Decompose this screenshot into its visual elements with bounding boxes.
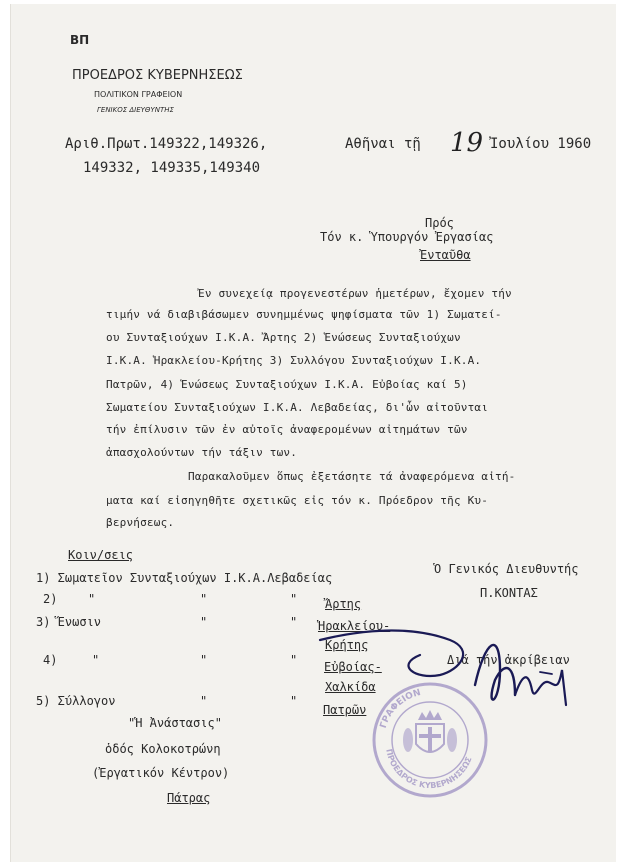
- recipient-name: Τόν κ. Ὑπουργόν Ἐργασίας: [320, 230, 494, 244]
- ditto-mark: ": [290, 615, 298, 629]
- handwritten-signature: [300, 610, 570, 720]
- seal-outer-text: ΠΡΟΕΔΡΟΣ ΚΥΒΕΡΝΗΣΕΩΣ: [384, 748, 474, 791]
- bureau-title: ΠΟΛΙΤΙΚΟΝ ΓΡΑΦΕΙΟΝ: [94, 90, 183, 99]
- body-line: βερνήσεως.: [106, 516, 175, 529]
- cc-row-2-number: 2): [43, 592, 58, 606]
- cc-row-3: 3) Ἕνωσιν: [36, 615, 102, 629]
- body-line: ματα καί εἰσηγηθῆτε σχετικῶς εἰς τόν κ. Πρόεδρον τῆς Κυ-: [106, 494, 489, 507]
- cc-row-5-place: Πατρῶν: [323, 703, 367, 717]
- ditto-mark: ": [290, 653, 298, 667]
- body-line: τήν ἐπίλυσιν τῶν ἐν αὐτοῖς ἀναφερομένων αἰτημάτων τῶν: [106, 423, 468, 436]
- cc-row-4-place-a: Εὐβοίας-: [324, 660, 382, 674]
- address-street: ὁδός Κολοκοτρώνη: [105, 742, 221, 756]
- body-line: ου Συνταξιούχων Ι.Κ.Α. Ἄρτης 2) Ἑνώσεως Συνταξιούχων: [106, 331, 461, 344]
- cc-row-4-number: 4): [43, 653, 58, 667]
- cc-heading: Κοιν/σεις: [68, 548, 134, 562]
- cc-row-3-place-b: Κρήτης: [325, 638, 369, 652]
- body-line: Παρακαλοῦμεν ὅπως ἐξετάσητε τά ἀναφερόμενα αἰτή-: [188, 470, 516, 483]
- ditto-mark: ": [290, 694, 298, 708]
- cc-row-5: 5) Σύλλογον: [36, 694, 116, 708]
- recipient-to: Πρός: [425, 216, 454, 230]
- ditto-mark: ": [92, 653, 100, 667]
- body-line: τιμήν νά διαβιβάσωμεν συνημμένως ψηφίσματα τῶν 1) Σωματεί-: [106, 308, 502, 321]
- address-name: "Ἡ Ἀνάστασις": [128, 716, 222, 730]
- date-day: 19: [450, 128, 484, 158]
- body-line: Σωματείου Συνταξιούχων Ι.Κ.Α. Λεβαδείας, δι'ὧν αἰτοῦνται: [106, 401, 489, 414]
- cc-row-2-place: Ἄρτης: [325, 597, 362, 611]
- ditto-mark: ": [200, 653, 208, 667]
- body-line: ἀπασχολούντων τήν τάξιν των.: [106, 446, 298, 459]
- svg-text:ΠΡΟΕΔΡΟΣ ΚΥΒΕΡΝΗΣΕΩΣ: [384, 748, 473, 790]
- date-rest: Ἰουλίου 1960: [490, 136, 592, 152]
- body-line: Πατρῶν, 4) Ἑνώσεως Συνταξιούχων Ι.Κ.Α. Εὐβοίας καί 5): [106, 378, 468, 391]
- address-city: Πάτρας: [167, 791, 211, 805]
- cc-row-3-place-a: Ἡρακλείου-: [318, 619, 391, 633]
- address-building: (Ἐργατικόν Κέντρον): [92, 766, 230, 780]
- directorate-title: ΓΕΝΙΚΟΣ ΔΙΕΥΘΥΝΤΗΣ: [97, 106, 174, 114]
- ditto-mark: ": [88, 592, 96, 606]
- cc-row-4-place-b: Χαλκίδα: [325, 680, 376, 694]
- recipient-place: Ἐνταῦθα: [420, 248, 471, 262]
- signer-name: Π.ΚΟΝΤΑΣ: [480, 586, 538, 600]
- ditto-mark: ": [200, 592, 208, 606]
- body-line: Ι.Κ.Α. Ἡρακλείου-Κρήτης 3) Συλλόγου Συνταξιούχων Ι.Κ.Α.: [106, 354, 482, 367]
- body-line: Ἐν συνεχείᾳ προγενεστέρων ἡμετέρων, ἔχομεν τήν: [198, 287, 512, 300]
- protocol-line-2: 149332, 149335,149340: [83, 160, 261, 176]
- protocol-line-1: Αριθ.Πρωτ.149322,149326,: [65, 136, 268, 152]
- cc-row-1: 1) Σωματεῖον Συνταξιούχων Ι.Κ.Α.Λεβαδείας: [36, 571, 333, 585]
- ditto-mark: ": [200, 694, 208, 708]
- ditto-mark: ": [200, 615, 208, 629]
- date-prefix: Αθῆναι τῇ: [345, 136, 421, 152]
- seal-inner-text: ΓΡΑΦΕΙΟΝ: [378, 687, 422, 730]
- signer-title: Ὁ Γενικός Διευθυντής: [434, 562, 579, 576]
- office-title: ΠΡΟΕΔΡΟΣ ΚΥΒΕΡΝΗΣΕΩΣ: [72, 68, 243, 83]
- reference-code: BΠ: [70, 33, 90, 47]
- ditto-mark: ": [290, 592, 298, 606]
- accuracy-note: Διά τήν ἀκρίβειαν: [447, 653, 570, 667]
